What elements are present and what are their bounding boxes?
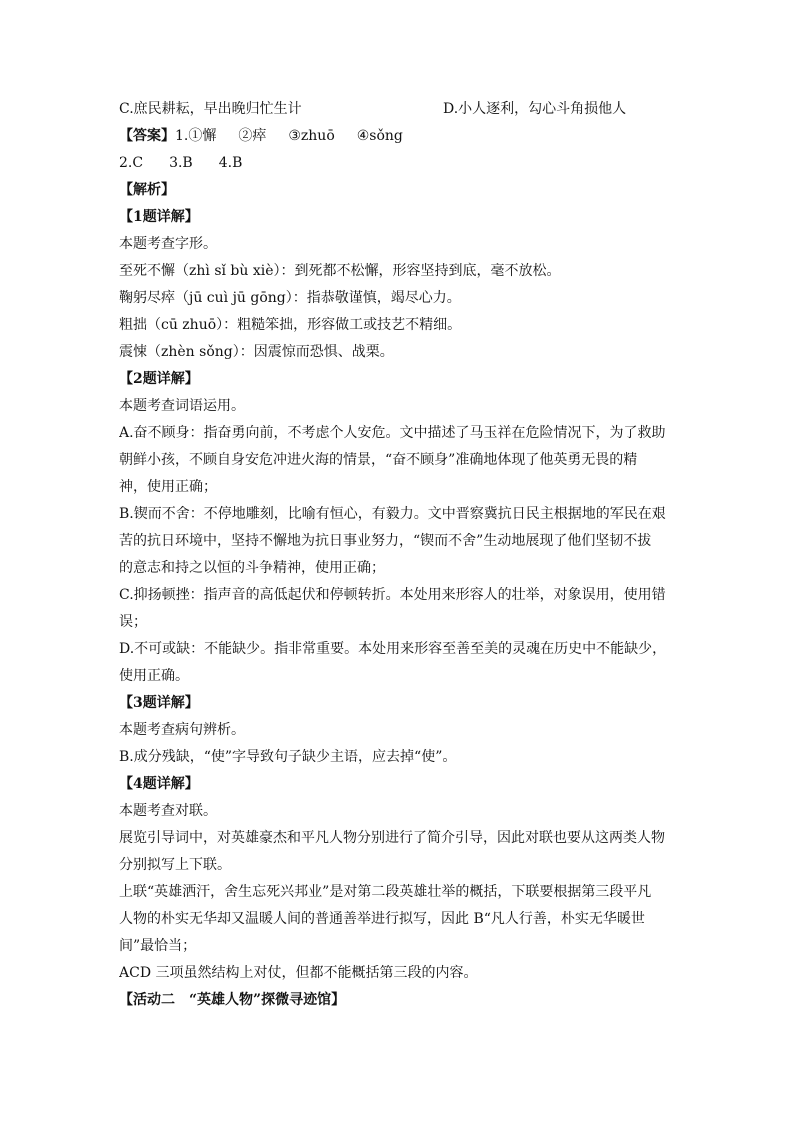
answer-item: ③zhuō [288,128,335,144]
q3-line: 本题考查病句辨析。 [119,722,245,738]
q1-line: 震悚（zhèn sǒng）：因震惊而恐惧、战栗。 [119,344,394,360]
q4-line: 本题考查对联。 [119,803,217,819]
q1-line: 鞠躬尽瘁（jū cuì jū gōng）：指恭敬谨慎，竭尽心力。 [119,290,461,306]
q4-line: 上联“英雄洒汗，舍生忘死兴邦业”是对第二段英雄壮举的概括，下联要根据第三段平凡 [119,884,652,900]
answer-item: 4.B [218,155,243,171]
option-d: D.小人逐利，勾心斗角损他人 [443,101,627,117]
q1-line: 粗拙（cū zhuō）：粗糙笨拙，形容做工或技艺不精细。 [119,317,462,333]
answer-label: 【答案】 [119,128,175,144]
q4-line: 分别拟写上下联。 [119,857,231,873]
document-content [119,96,679,1014]
q2-line: C.抑扬顿挫：指声音的高低起伏和停顿转折。本处用来形容人的壮举，对象误用，使用错 [119,587,666,603]
q1-heading: 【1题详解】 [119,209,199,225]
q4-line: ACD 三项虽然结构上对仗，但都不能概括第三段的内容。 [119,965,478,981]
q2-heading: 【2题详解】 [119,371,199,387]
answer-item: 2.C [119,155,144,171]
q2-line: A.奋不顾身：指奋勇向前，不考虑个人安危。文中描述了马玉祥在危险情况下，为了救助 [119,425,666,441]
q2-line: 朝鲜小孩，不顾自身安危冲进火海的情景，“奋不顾身”准确地体现了他英勇无畏的精 [119,452,638,468]
q2-line: 苦的抗日环境中，坚持不懈地为抗日事业努力，“锲而不舍”生动地展现了他们坚韧不拔 [119,533,652,549]
options-row [119,96,679,123]
q3-line: B.成分残缺，“使”字导致句子缺少主语，应去掉“使”。 [119,749,457,765]
answer-item: ②瘁 [238,128,267,144]
q1-line: 本题考查字形。 [119,236,217,252]
q2-line: 误； [119,614,147,630]
option-c: C.庶民耕耘，早出晚归忙生计 [119,101,302,117]
q4-line: 间”最恰当； [119,938,197,954]
q4-line: 展览引导词中，对英雄豪杰和平凡人物分别进行了简介引导，因此对联也要从这两类人物 [119,830,665,846]
answer-item: 3.B [169,155,193,171]
q2-line: 本题考查词语运用。 [119,398,245,414]
q2-line: D.不可或缺：不能缺少。指非常重要。本处用来形容至善至美的灵魂在历史中不能缺少， [119,641,667,657]
q1-line: 至死不懈（zhì sǐ bù xiè）：到死都不松懈，形容坚持到底，毫不放松。 [119,263,561,279]
analysis-heading: 【解析】 [119,182,175,198]
q2-line: 的意志和持之以恒的斗争精神，使用正确； [119,560,385,576]
q4-line: 人物的朴实无华却又温暖人间的普通善举进行拟写，因此 B“凡人行善，朴实无华暖世 [119,911,645,927]
answer-line-1 [119,123,679,150]
answer-item: ④sǒng [356,128,403,144]
q2-line: 神，使用正确； [119,479,217,495]
q4-heading: 【4题详解】 [119,776,199,792]
q2-line: B.锲而不舍：不停地雕刻，比喻有恒心，有毅力。文中晋察冀抗日民主根据地的军民在艰 [119,506,666,522]
q2-line: 使用正确。 [119,668,189,684]
answer-line-2 [119,150,679,177]
answer-item: 1.①懈 [175,128,217,144]
q3-heading: 【3题详解】 [119,695,199,711]
activity-heading: 【活动二 “英雄人物”探微寻迹馆】 [119,992,346,1008]
